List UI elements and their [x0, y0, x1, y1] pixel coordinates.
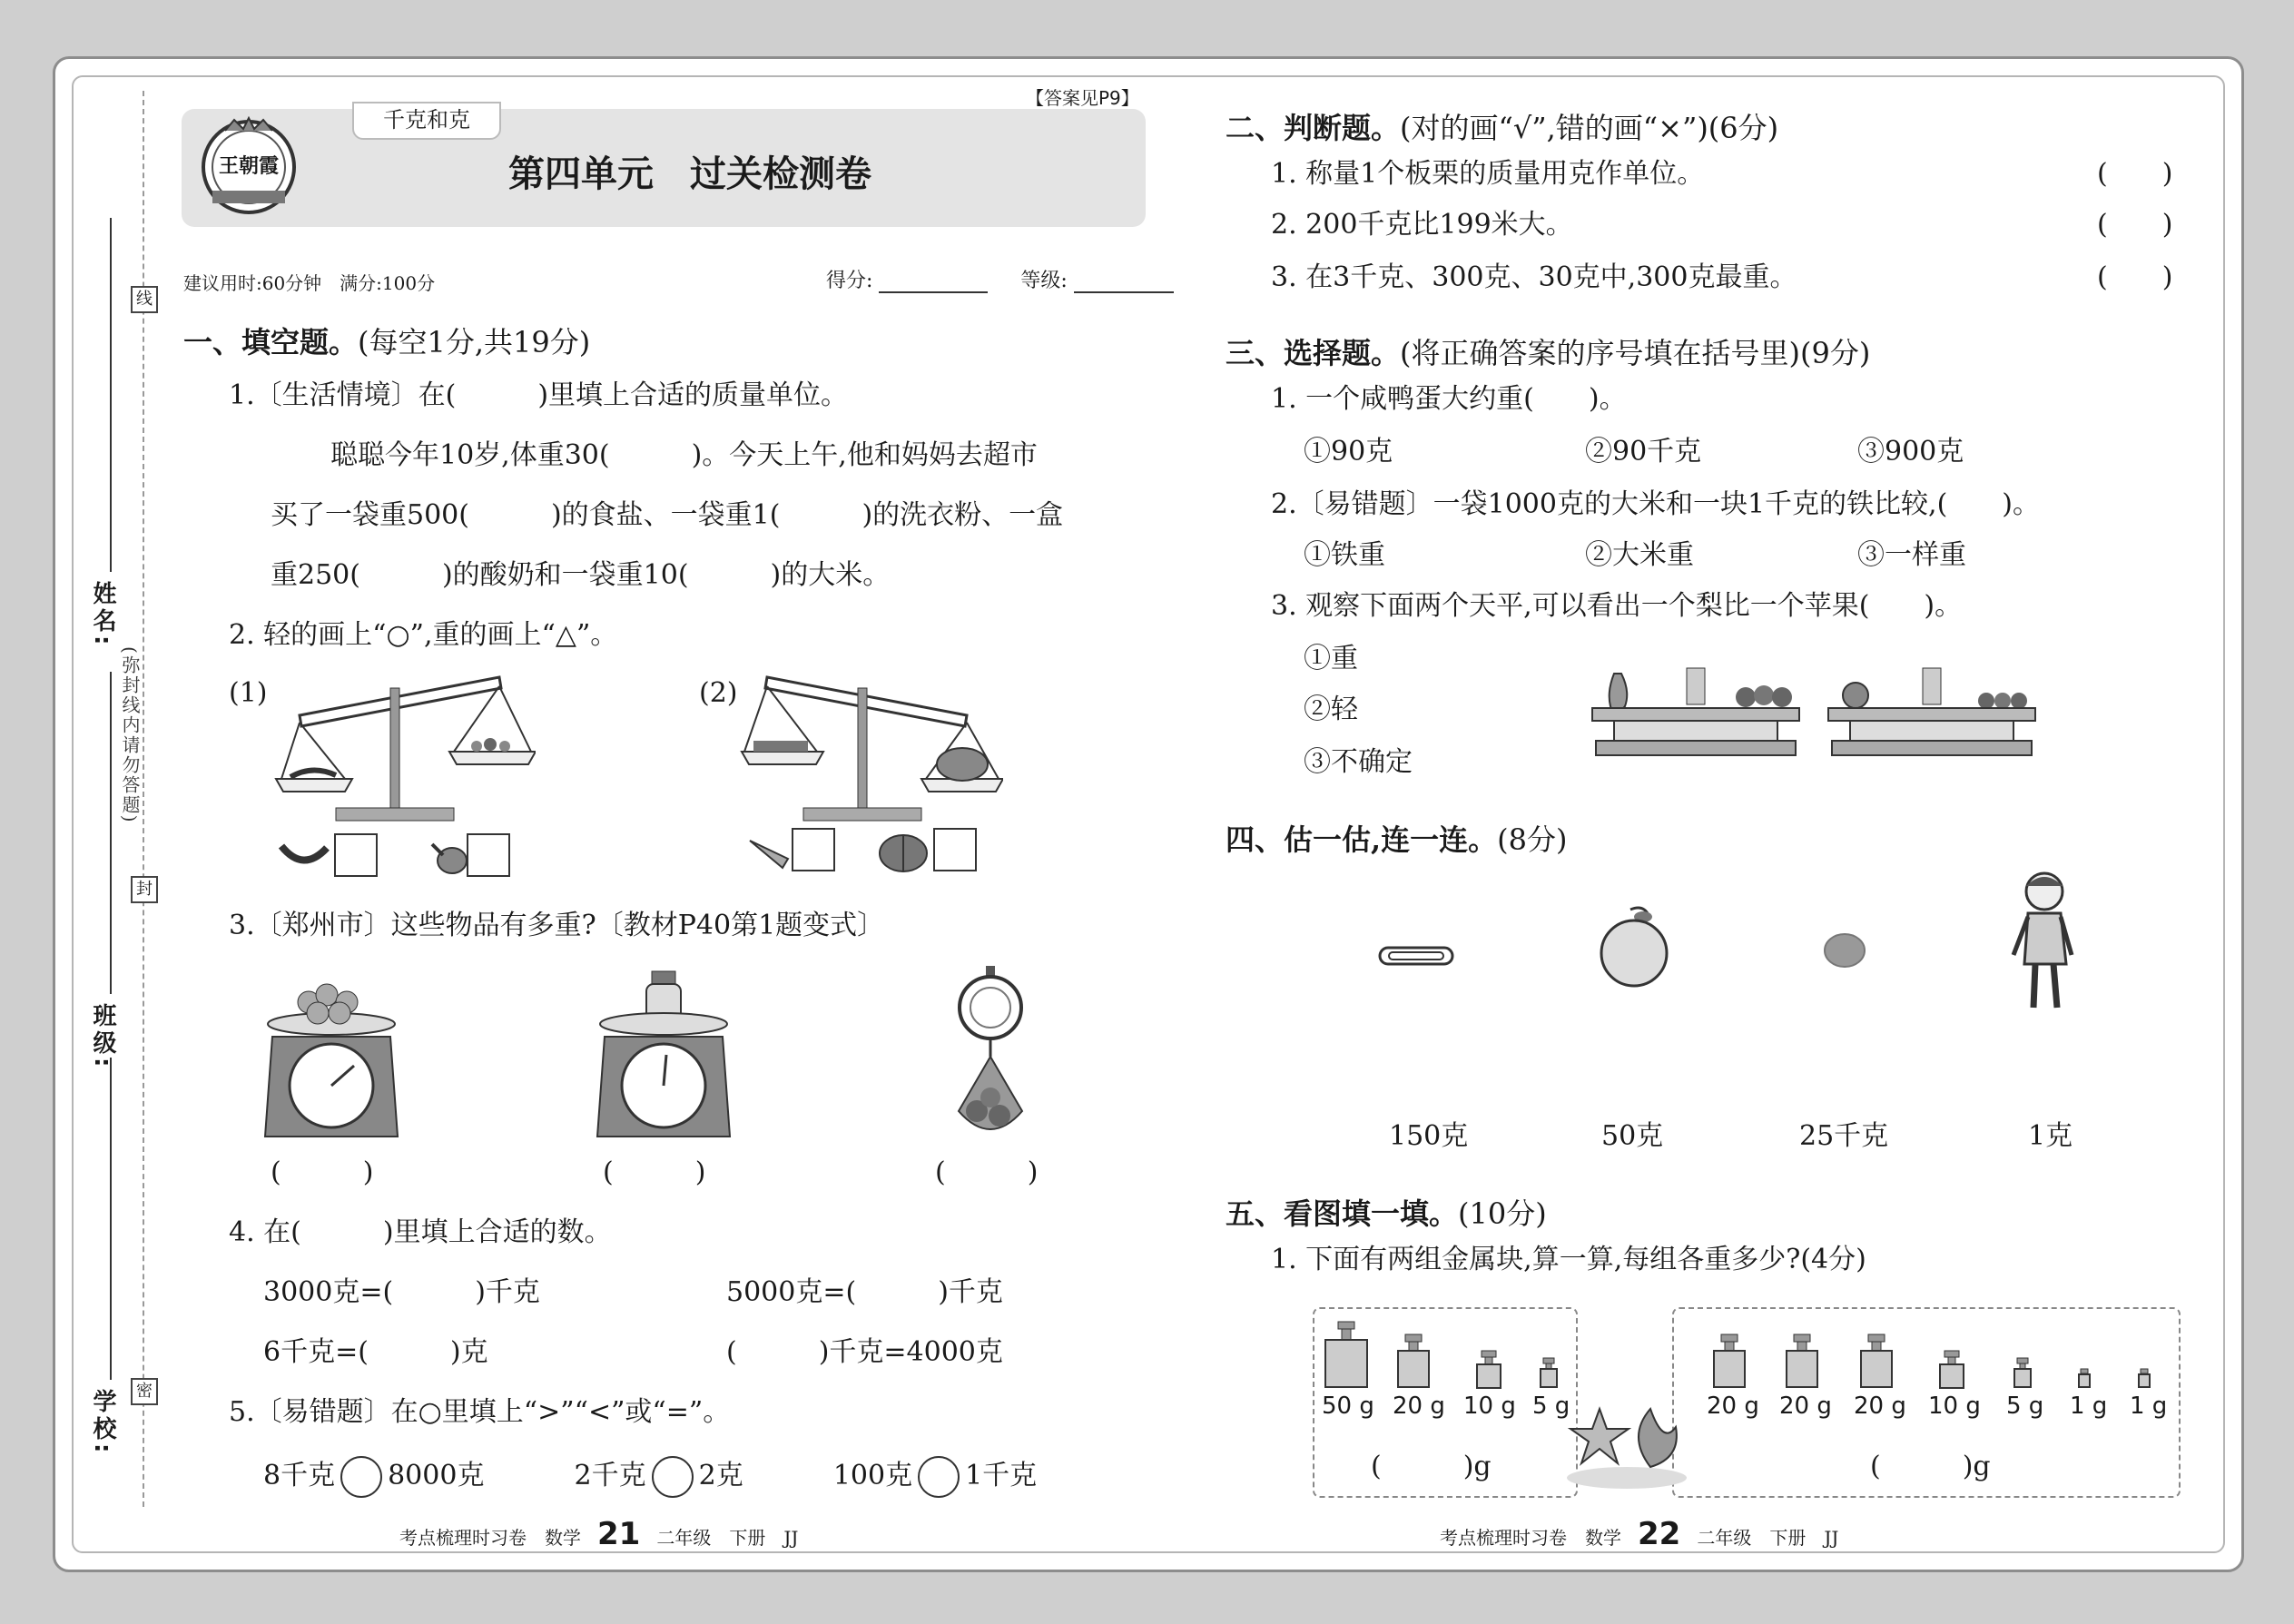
weight-block-20g-b: [1783, 1333, 1821, 1389]
binding-strip: [86, 91, 159, 1507]
q3-text: 3.〔郑州市〕这些物品有多重?〔教材P40第1题变式〕: [229, 910, 885, 941]
scale-grapes: [263, 971, 399, 1144]
q2a-answer-box-1[interactable]: [334, 833, 378, 877]
q5-a-left: 8千克: [263, 1460, 336, 1491]
q5-row: [263, 1456, 1037, 1498]
q2b-carrot-icon: [746, 832, 792, 871]
q3-blank-1[interactable]: ( ): [271, 1156, 374, 1188]
sec2-title: 二、判断题。: [1226, 111, 1401, 145]
balance-scale-2: [740, 670, 1003, 824]
sec4-heading: [1226, 817, 1568, 859]
q2b-answer-box-1[interactable]: [792, 828, 835, 871]
apple-balance: [1823, 664, 2041, 763]
q5-b-left: 2千克: [574, 1460, 646, 1491]
sec3-q3-opt-1[interactable]: ①重: [1304, 643, 1358, 674]
g2-label-5: 5 g: [2006, 1393, 2044, 1420]
q2a-banana-icon: [278, 837, 330, 873]
sec4-points: (8分): [1497, 822, 1568, 857]
paperclip-icon[interactable]: [1378, 944, 1454, 968]
child-icon[interactable]: [2004, 868, 2082, 1015]
weight-label-2[interactable]: 50克: [1601, 1120, 1664, 1152]
sec3-q1-opt-2[interactable]: ②90千克: [1585, 436, 1702, 468]
q3-blank-2[interactable]: ( ): [603, 1156, 706, 1188]
name-field[interactable]: [110, 218, 112, 572]
sec3-q3-opt-2[interactable]: ②轻: [1304, 694, 1358, 725]
q5-a-right: 8000克: [388, 1460, 485, 1491]
q5-b-right: 2克: [698, 1460, 743, 1491]
seal-line-mark: 线: [131, 286, 158, 313]
q4-text: 4. 在( )里填上合适的数。: [229, 1216, 612, 1248]
sec3-heading: [1226, 330, 1870, 372]
q5-a-circle[interactable]: [340, 1456, 382, 1498]
sec3-q2-opt-2[interactable]: ②大米重: [1585, 539, 1694, 571]
g2-label-7: 1 g: [2130, 1393, 2168, 1420]
weight-block-1g-a: [2077, 1367, 2092, 1389]
sec5-title: 五、看图填一填。: [1226, 1196, 1459, 1231]
topic-tab: 千克和克: [352, 102, 501, 140]
footer-left-series: 考点梳理时习卷 数学: [399, 1527, 581, 1549]
grade-field[interactable]: [1074, 291, 1174, 293]
g1-label-2: 20 g: [1393, 1393, 1445, 1420]
page-title: 第四单元 过关检测卷: [508, 153, 871, 195]
brand-name: 王朝霞: [218, 154, 279, 178]
q5-c-left: 100克: [832, 1460, 913, 1491]
sec2-blank-2[interactable]: ( ): [2097, 209, 2173, 241]
q5-c-right: 1千克: [965, 1460, 1038, 1491]
sec2-item-3: 3. 在3千克、300克、30克中,300克最重。: [1271, 261, 1797, 293]
sec3-points: (将正确答案的序号填在括号里)(9分): [1400, 336, 1871, 370]
g1-label-1: 50 g: [1322, 1393, 1374, 1420]
weight-block-1g-b: [2137, 1367, 2151, 1389]
sec1-heading: [183, 320, 590, 361]
no-answer-note: (弥封线内请勿答题): [119, 646, 141, 824]
sec3-q1-opt-3[interactable]: ③900克: [1857, 436, 1964, 468]
g1-label-3: 10 g: [1463, 1393, 1516, 1420]
weight-block-20g-a: [1710, 1333, 1748, 1389]
q5-b-circle[interactable]: [652, 1456, 694, 1498]
class-label: 班级:: [89, 1003, 116, 1071]
g2-label-1: 20 g: [1707, 1393, 1759, 1420]
egg-icon[interactable]: [1821, 930, 1868, 971]
school-label: 学校:: [89, 1389, 116, 1457]
g2-label-3: 20 g: [1854, 1393, 1906, 1420]
sec2-item-1: 1. 称量1个板栗的质量用克作单位。: [1271, 158, 1705, 190]
weight-block-20g-c: [1857, 1333, 1895, 1389]
q4-b[interactable]: 5000克=( )千克: [726, 1276, 1003, 1308]
sec1-title: 一、填空题。: [183, 325, 359, 359]
footer-right-grade: 二年级 下册 JJ: [1697, 1527, 1839, 1549]
score-field[interactable]: [879, 291, 988, 293]
q2a-answer-box-2[interactable]: [467, 833, 510, 877]
g2-label-6: 1 g: [2070, 1393, 2108, 1420]
sec2-points: (对的画“√”,错的画“×”)(6分): [1400, 111, 1779, 145]
q3-blank-3[interactable]: ( ): [935, 1156, 1039, 1188]
score-area: [826, 265, 1174, 293]
time-hint: 建议用时:60分钟 满分:100分: [183, 272, 436, 294]
q1-line2: 买了一袋重500( )的食盐、一袋重1( )的洗衣粉、一盒: [271, 499, 1064, 531]
q4-d[interactable]: ( )千克=4000克: [726, 1336, 1003, 1368]
footer-right-series: 考点梳理时习卷 数学: [1440, 1527, 1621, 1549]
footer-right: [1440, 1516, 1838, 1552]
weight-block-20g: [1394, 1333, 1433, 1389]
q2b-label: (2): [699, 677, 738, 709]
sec3-q3: 3. 观察下面两个天平,可以看出一个梨比一个苹果( )。: [1271, 590, 1963, 622]
q5-c-circle[interactable]: [918, 1456, 960, 1498]
sec5-q1: 1. 下面有两组金属块,算一算,每组各重多少?(4分): [1271, 1244, 1866, 1275]
sec3-q2-opt-3[interactable]: ③一样重: [1857, 539, 1966, 571]
g2-answer[interactable]: ( )g: [1870, 1451, 1991, 1482]
sec2-blank-3[interactable]: ( ): [2097, 261, 2173, 293]
q4-a[interactable]: 3000克=( )千克: [263, 1276, 540, 1308]
sec4-title: 四、估一估,连一连。: [1226, 822, 1498, 857]
sec3-q2: 2.〔易错题〕一袋1000克的大米和一块1千克的铁比较,( )。: [1271, 488, 2041, 520]
weight-label-1[interactable]: 150克: [1389, 1120, 1469, 1152]
class-field[interactable]: [110, 672, 112, 994]
sec3-q1-opt-1[interactable]: ①90克: [1304, 436, 1393, 468]
weight-label-4[interactable]: 1克: [2028, 1120, 2073, 1152]
answer-ref: 【答案见P9】: [1026, 87, 1139, 109]
sec3-q3-opt-3[interactable]: ③不确定: [1304, 746, 1413, 778]
g2-label-4: 10 g: [1928, 1393, 1981, 1420]
footer-left: [399, 1516, 798, 1552]
q1-line1: 聪聪今年10岁,体重30( )。今天上午,他和妈妈去超市: [330, 439, 1038, 471]
orange-icon[interactable]: [1598, 904, 1670, 988]
sec5-points: (10分): [1458, 1196, 1547, 1231]
seal-seal-mark: 封: [131, 876, 158, 903]
q4-c[interactable]: 6千克=( )克: [263, 1336, 488, 1368]
hanging-scale: [950, 966, 1031, 1147]
footer-right-page: 22: [1638, 1516, 1681, 1552]
sec1-points: (每空1分,共19分): [358, 325, 591, 359]
weight-label-3[interactable]: 25千克: [1799, 1120, 1889, 1152]
weight-block-10g: [1474, 1349, 1503, 1389]
sec2-item-2: 2. 200千克比199米大。: [1271, 209, 1573, 241]
sec3-q1: 1. 一个咸鸭蛋大约重( )。: [1271, 383, 1627, 415]
q1-line3: 重250( )的酸奶和一袋重10( )的大米。: [271, 559, 891, 591]
weight-block-10g-b: [1937, 1349, 1966, 1389]
weight-block-50g: [1322, 1320, 1371, 1389]
sec2-blank-1[interactable]: ( ): [2097, 158, 2173, 190]
score-label: 得分:: [826, 270, 873, 292]
g1-answer[interactable]: ( )g: [1371, 1451, 1492, 1482]
q2b-pumpkin-icon: [877, 828, 930, 873]
q2b-answer-box-2[interactable]: [933, 828, 977, 871]
school-field[interactable]: [110, 1058, 112, 1380]
seal-secret-mark: 密: [131, 1378, 158, 1405]
brand-logo: [198, 116, 300, 218]
g2-label-2: 20 g: [1779, 1393, 1832, 1420]
footer-left-grade: 二年级 下册 JJ: [656, 1527, 799, 1549]
sec2-heading: [1226, 105, 1778, 147]
g1-label-4: 5 g: [1532, 1393, 1570, 1420]
sec5-heading: [1226, 1191, 1547, 1233]
scale-bottle: [596, 968, 732, 1144]
q2a-chicken-icon: [428, 837, 468, 877]
q2a-label: (1): [229, 677, 268, 709]
name-label: 姓名:: [89, 581, 116, 649]
sec3-q2-opt-1[interactable]: ①铁重: [1304, 539, 1385, 571]
star-moon-mascot: [1563, 1391, 1690, 1491]
q1-intro: 1.〔生活情境〕在( )里填上合适的质量单位。: [229, 379, 849, 411]
sec3-title: 三、选择题。: [1226, 336, 1401, 370]
balance-scale-1: [272, 670, 536, 824]
weight-block-5g: [1538, 1356, 1560, 1389]
q2-text: 2. 轻的画上“○”,重的画上“△”。: [229, 619, 618, 651]
footer-left-page: 21: [597, 1516, 641, 1552]
weight-block-5g-b: [2012, 1356, 2033, 1389]
pear-balance: [1587, 664, 1805, 763]
grade-label: 等级:: [1020, 270, 1068, 292]
q5-text: 5.〔易错题〕在○里填上“>”“<”或“=”。: [229, 1396, 731, 1428]
